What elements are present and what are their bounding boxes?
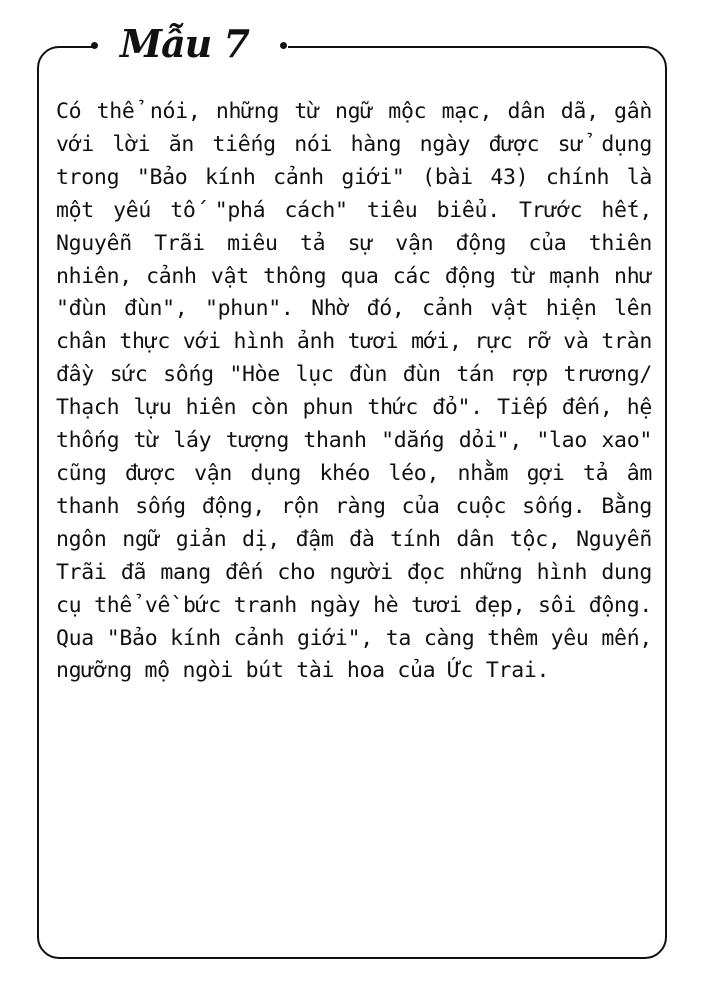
title-left-dot	[91, 42, 98, 49]
title-right-dot	[280, 42, 287, 49]
page-title: Mẫu 7	[120, 21, 249, 66]
body-paragraph: Có thể nói, những từ ngữ mộc mạc, dân dã, gần với lời ăn tiếng nói hàng ngày được sử dụng trong "Bảo kính cảnh giới" (bài 43) chính là một yếu tố "phá cách" tiêu biểu. Trước hết, Nguyễn Trãi miêu tả sự vận động của thiên nhiên, cảnh vật thông qua các động từ mạnh như "đùn đùn", "phun". Nhờ đó, cảnh vật hiện lên chân thực với hình ảnh tươi mới, rực rỡ và tràn đầy sức sống "Hòe lục đùn đùn tán rợp trương/ Thạch lựu hiên còn phun thức đỏ". Tiếp đến, hệ thống từ láy tượng thanh "dắng dỏi", "lao xao" cũng được vận dụng khéo léo, nhằm gợi tả âm thanh sống động, rộn ràng của cuộc sống. Bằng ngôn ngữ giản dị, đậm đà tính dân tộc, Nguyễn Trãi đã mang đến cho người đọc những hình dung cụ thể về bức tranh ngày hè tươi đẹp, sôi động. Qua "Bảo kính cảnh giới", ta càng thêm yêu mến, ngưỡng mộ ngòi bút tài hoa của Ức Trai.	[56, 99, 652, 684]
